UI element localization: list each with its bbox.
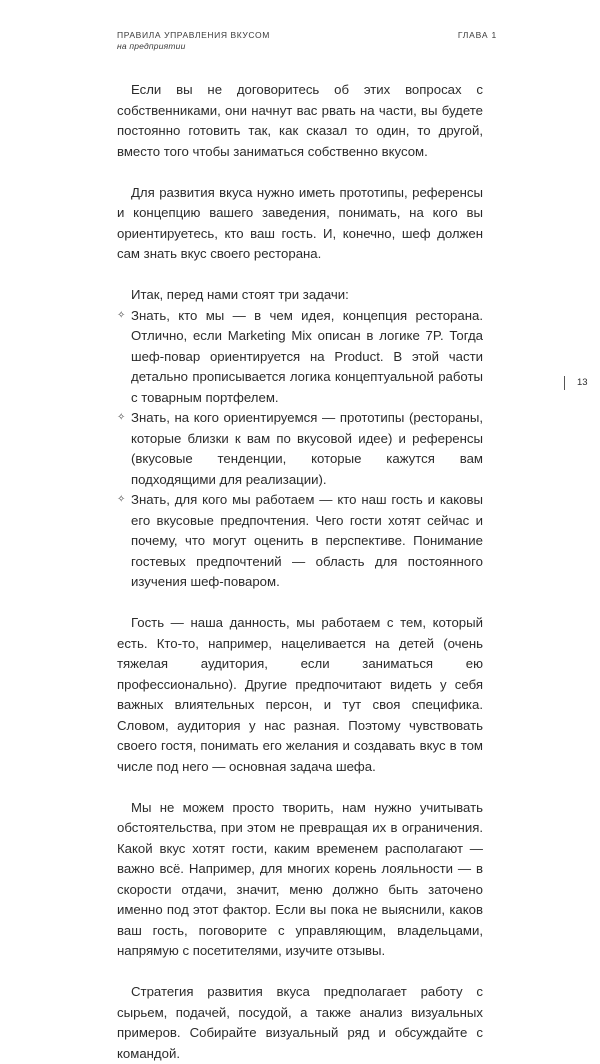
paragraph: Мы не можем просто творить, нам нужно учитывать обстоятельства, при этом не превращая их в ограничения. Какой вкус хотят гости, каким временем располагают — важно всё. Например, для многих корень лояльности — в скорости отдачи, значит, меню должно быть заточено именно под этот фактор. Если вы пока не выяснили, каков ваш гость, поговорите с управляющим, владельцами, напрямую с посетителями, изучите отзывы. [117,799,483,958]
book-subtitle: на предприятии [117,41,186,51]
page-number: 13 [564,376,600,390]
task-list [117,306,483,593]
list-item [117,490,483,593]
list-item-text: Знать, на кого ориентируемся — прототипы (рестораны, которые близки к вам по вкусовой идее) и референсы (вкусовые тенденции, которые кажутся вам подходящими для реализации). [131,410,483,487]
list-item [117,306,483,409]
paragraph: Итак, перед нами стоят три задачи: [131,287,349,302]
book-title: ПРАВИЛА УПРАВЛЕНИЯ ВКУСОМ [117,30,270,40]
paragraph: Если вы не договоритесь об этих вопросах с собственниками, они начнут вас рвать на части, вы будете постоянно готовить так, как сказал то один, то другой, вместо того чтобы заниматься собственно вкусом. [117,82,483,159]
paragraph: Для развития вкуса нужно иметь прототипы, референсы и концепцию вашего заведения, понимать, на кого вы ориентируетесь, кто ваш гость. И, конечно, шеф должен сам знать вкус своего ресторана. [117,184,483,261]
diamond-bullet-icon: ✧ [117,494,126,505]
list-item-text: Знать, кто мы — в чем идея, концепция ресторана. Отлично, если Marketing Mix описан в логике 7P. Тогда шеф-повар ориентируется на Product. В этой части детально прописывается логика концептуальной работы с товарным портфелем. [131,307,483,405]
list-item-text: Знать, для кого мы работаем — кто наш гость и каковы его вкусовые предпочтения. Чего гости хотят сейчас и почему, что могут оценить в перспективе. Понимание гостевых предпочтений — область для постоянного изучения шеф-поваром. [131,492,483,589]
running-head [117,30,270,52]
body-text [117,80,483,1064]
paragraph: Гость — наша данность, мы работаем с тем, который есть. Кто-то, например, нацеливается на детей (очень тяжелая аудитория, если заниматься ею профессионально). Другие предпочитают видеть у себя важных влиятельных персон, и тут своя специфика. Словом, аудитория у нас разная. Поэтому чувствовать своего гостя, понимать его желания и создавать вкус в том числе под него — основная задача шефа. [117,615,483,774]
chapter-label: ГЛАВА 1 [457,30,497,40]
diamond-bullet-icon: ✧ [117,412,126,423]
paragraph: Стратегия развития вкуса предполагает работу с сырьем, подачей, посудой, а также анализ визуальных примеров. Собирайте визуальный ряд и обсуждайте с командой. [117,984,483,1061]
diamond-bullet-icon: ✧ [117,309,126,321]
list-item [117,408,483,490]
